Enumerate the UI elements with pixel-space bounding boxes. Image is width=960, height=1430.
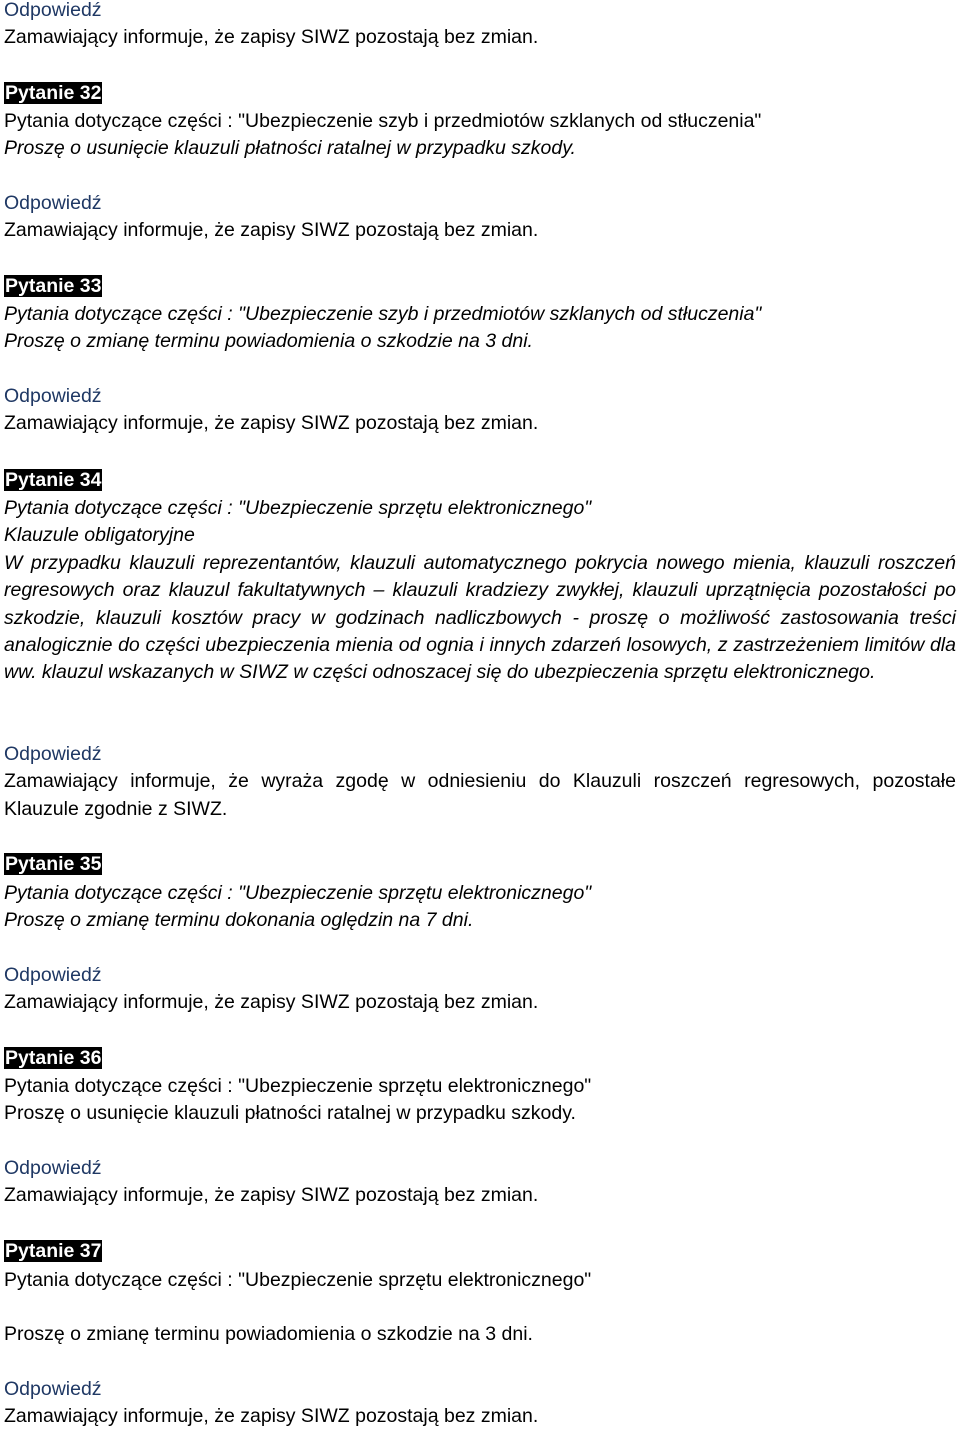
- question-34: [4, 467, 102, 494]
- question-heading: Pytanie 35: [5, 853, 102, 875]
- question-heading: Pytanie 36: [5, 1047, 102, 1069]
- answer-heading: Odpowiedź: [4, 1378, 102, 1400]
- question-36: [4, 1045, 102, 1072]
- answer-block: [4, 383, 102, 410]
- question-text: W przypadku klauzuli reprezentantów, klauzuli automatycznego pokrycia nowego mienia, klauzuli roszczeń regresowych oraz klauzul fakultatywnych – klauzuli kradziezy zwykłej, klauzuli uprzątnięcia pozostałości po szkodzie, klauzuli kosztów pracy w godzinach nadliczbowych - proszę o możliwość zastosowania treści analogicznie do części ubezpieczenia mienia od ognia i innych zdarzeń losowych, z zastrzeżeniem limitów dla ww. klauzul wskazanych w SIWZ w części odnoszacej się do ubezpieczenia sprzętu elektronicznego.: [4, 552, 956, 684]
- answer-text: Zamawiający informuje, że zapisy SIWZ pozostają bez zmian.: [4, 219, 539, 241]
- question-section: Pytania dotyczące części : "Ubezpieczenie sprzętu elektronicznego": [4, 497, 592, 519]
- answer-block: [4, 190, 102, 217]
- question-section: Pytania dotyczące części : "Ubezpieczenie sprzętu elektronicznego": [4, 1075, 592, 1097]
- answer-block-top: [4, 0, 102, 24]
- answer-heading: Odpowiedź: [4, 385, 102, 407]
- answer-text: Zamawiający informuje, że wyraża zgodę w odniesieniu do Klauzuli roszczeń regresowych, pozostałe Klauzule zgodnie z SIWZ.: [4, 770, 956, 820]
- answer-text: Zamawiający informuje, że zapisy SIWZ pozostają bez zmian.: [4, 412, 539, 434]
- question-37: [4, 1238, 102, 1265]
- question-33: [4, 273, 102, 300]
- question-32: [4, 80, 102, 107]
- answer-block: [4, 1376, 102, 1403]
- question-section: Pytania dotyczące części : "Ubezpieczenie sprzętu elektronicznego": [4, 882, 592, 904]
- question-heading: Pytanie 37: [5, 1240, 102, 1262]
- question-section: Pytania dotyczące części : "Ubezpieczenie szyb i przedmiotów szklanych od stłuczenia": [4, 110, 762, 132]
- answer-heading: Odpowiedź: [4, 743, 102, 765]
- answer-text: Zamawiający informuje, że zapisy SIWZ pozostają bez zmian.: [4, 1184, 539, 1206]
- question-heading: Pytanie 32: [5, 82, 102, 104]
- question-text: Proszę o usunięcie klauzuli płatności ratalnej w przypadku szkody.: [4, 137, 576, 159]
- answer-heading: Odpowiedź: [4, 0, 102, 21]
- answer-block: [4, 962, 102, 989]
- answer-heading: Odpowiedź: [4, 192, 102, 214]
- question-heading: Pytanie 33: [5, 275, 102, 297]
- question-text: Proszę o zmianę terminu dokonania oględzin na 7 dni.: [4, 909, 474, 931]
- question-subheading: Klauzule obligatoryjne: [4, 524, 195, 546]
- question-section: Pytania dotyczące części : "Ubezpieczenie szyb i przedmiotów szklanych od stłuczenia": [4, 303, 762, 325]
- question-text: Proszę o usunięcie klauzuli płatności ratalnej w przypadku szkody.: [4, 1102, 576, 1124]
- question-text: Proszę o zmianę terminu powiadomienia o szkodzie na 3 dni.: [4, 1323, 533, 1345]
- answer-block: [4, 1155, 102, 1182]
- question-section: Pytania dotyczące części : "Ubezpieczenie sprzętu elektronicznego": [4, 1269, 592, 1291]
- question-35: [4, 851, 102, 878]
- answer-block: [4, 741, 102, 768]
- question-text: Proszę o zmianę terminu powiadomienia o szkodzie na 3 dni.: [4, 330, 533, 352]
- answer-heading: Odpowiedź: [4, 1157, 102, 1179]
- answer-text: Zamawiający informuje, że zapisy SIWZ pozostają bez zmian.: [4, 991, 539, 1013]
- answer-text: Zamawiający informuje, że zapisy SIWZ pozostają bez zmian.: [4, 26, 539, 48]
- answer-text: Zamawiający informuje, że zapisy SIWZ pozostają bez zmian.: [4, 1405, 539, 1427]
- question-heading: Pytanie 34: [5, 469, 102, 491]
- answer-heading: Odpowiedź: [4, 964, 102, 986]
